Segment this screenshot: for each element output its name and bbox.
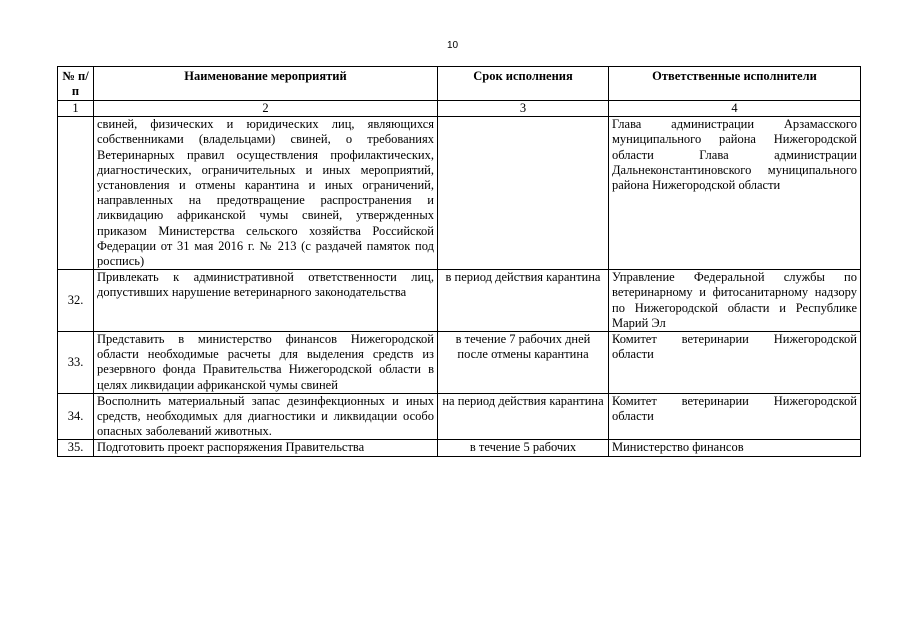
- table-row: [58, 117, 861, 270]
- row-number: 33.: [58, 332, 94, 394]
- table-header-row: [58, 67, 861, 101]
- row-term: [438, 117, 609, 270]
- row-responsible: Комитет ветеринарии Нижегородской области: [609, 393, 861, 440]
- row-number: 35.: [58, 440, 94, 456]
- row-measure: Подготовить проект распоряжения Правительства: [94, 440, 438, 456]
- page-number: 10: [446, 40, 459, 51]
- row-measure: Восполнить материальный запас дезинфекционных и иных средств, необходимых для диагностики и ликвидации особо опасных заболеваний животных.: [94, 393, 438, 440]
- column-index: 1: [58, 101, 94, 117]
- table-row: [58, 332, 861, 394]
- row-responsible: Министерство финансов: [609, 440, 861, 456]
- row-term: в течение 5 рабочих: [438, 440, 609, 456]
- measures-table: [57, 66, 861, 457]
- row-responsible: Управление Федеральной службы по ветеринарному и фитосанитарному надзору по Нижегородской области и Республике Марий Эл: [609, 270, 861, 332]
- column-index-row: [58, 101, 861, 117]
- row-number: 32.: [58, 270, 94, 332]
- column-index: 2: [94, 101, 438, 117]
- row-term: в период действия карантина: [438, 270, 609, 332]
- table-row: [58, 270, 861, 332]
- header-name: Наименование мероприятий: [94, 67, 438, 101]
- row-term: на период действия карантина: [438, 393, 609, 440]
- column-index: 3: [438, 101, 609, 117]
- row-measure: Привлекать к административной ответственности лиц, допустивших нарушение ветеринарного законодательства: [94, 270, 438, 332]
- header-responsible: Ответственные исполнители: [609, 67, 861, 101]
- row-number: [58, 117, 94, 270]
- row-responsible: Комитет ветеринарии Нижегородской области: [609, 332, 861, 394]
- row-measure: свиней, физических и юридических лиц, являющихся собственниками (владельцами) свиней, о требованиях Ветеринарных правил осуществления профилактических, диагностических, ограничительных и иных мероприятий, установления и отмены карантина и иных ограничений, направленных на предотвращение распространения и ликвидацию африканской чумы свиней, утвержденных приказом Министерства сельского хозяйства Российской Федерации от 31 мая 2016 г. № 213 (с раздачей памяток под роспись): [94, 117, 438, 270]
- row-responsible: Глава администрации Арзамасского муниципального района Нижегородской области Глава администрации Дальнеконстантиновского муниципального района Нижегородской области: [609, 117, 861, 270]
- header-num: № п/п: [58, 67, 94, 101]
- row-measure: Представить в министерство финансов Нижегородской области необходимые расчеты для выделения средств из резервного фонда Правительства Нижегородской области в целях ликвидации африканской чумы свиней: [94, 332, 438, 394]
- column-index: 4: [609, 101, 861, 117]
- table-row: [58, 393, 861, 440]
- header-term: Срок исполнения: [438, 67, 609, 101]
- row-term: в течение 7 рабочих дней после отмены карантина: [438, 332, 609, 394]
- table-row: [58, 440, 861, 456]
- row-number: 34.: [58, 393, 94, 440]
